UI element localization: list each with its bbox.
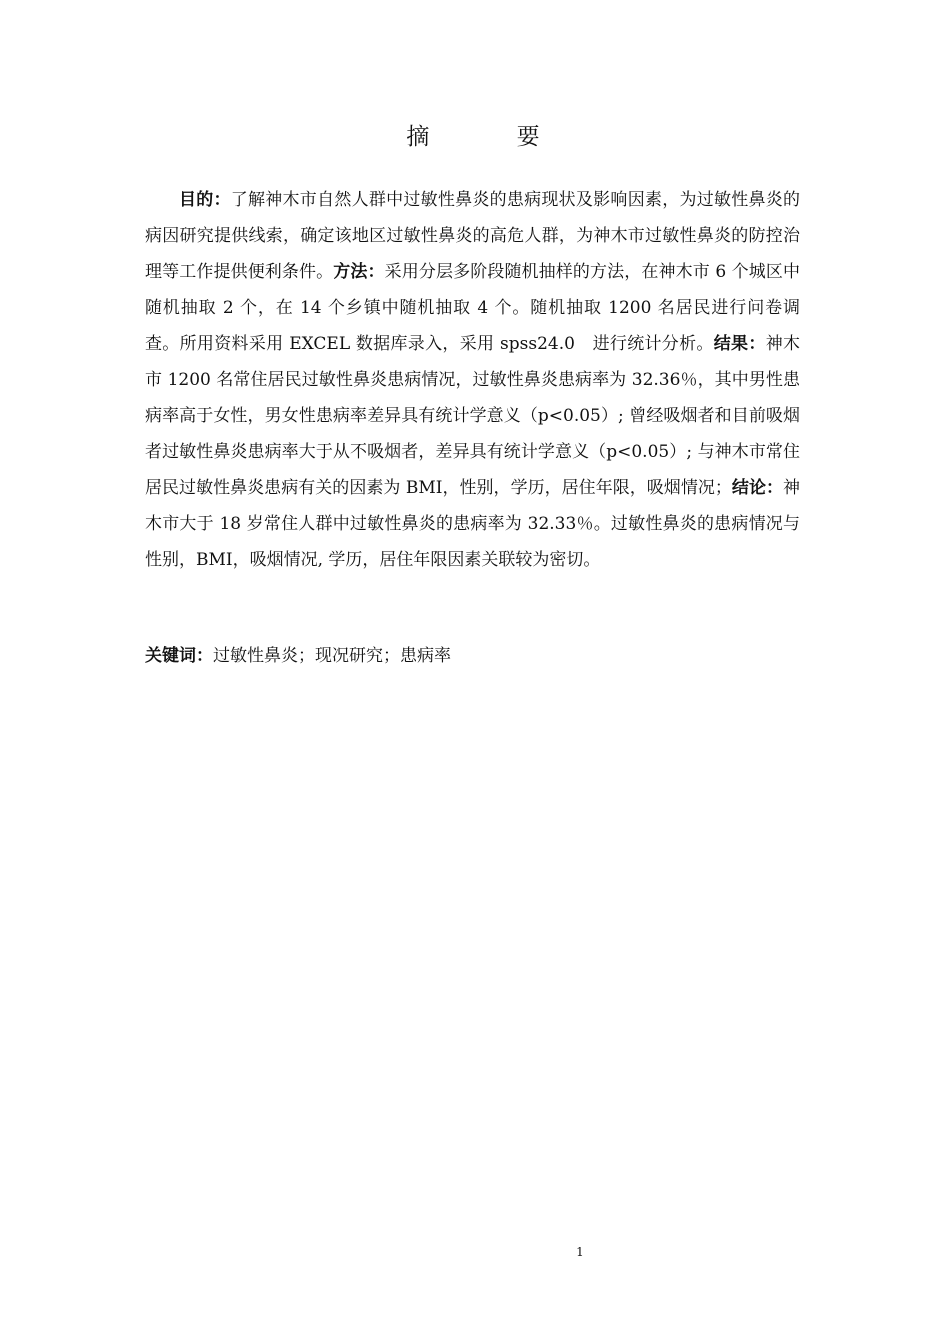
result-label: 结果： [713,334,766,354]
method-label: 方法： [333,262,385,282]
conclusion-text: 神木市大于 18 岁常住人群中过敏性鼻炎的患病率为 32.33％。过敏性鼻炎的患病情况与性别，BMI，吸烟情况, 学历，居住年限因素关联较为密切。 [145,478,800,570]
conclusion-label: 结论： [731,478,783,498]
abstract-body [145,182,800,578]
page-title: 摘 要 [406,124,580,150]
purpose-text: 了解神木市自然人群中过敏性鼻炎的患病现状及影响因素，为过敏性鼻炎的病因研究提供线索，确定该地区过敏性鼻炎的高危人群，为神木市过敏性鼻炎的防控治理等工作提供便利条件。 [145,190,801,282]
keywords-label: 关键词： [145,646,213,666]
purpose-label: 目的： [179,190,231,210]
keywords-text: 过敏性鼻炎；现况研究；患病率 [213,646,451,666]
page-number: 1 [576,1245,584,1259]
abstract-paragraph [145,182,800,578]
method-text: 采用分层多阶段随机抽样的方法，在神木市 6 个城区中随机抽取 2 个，在 14 个乡镇中随机抽取 4 个。随机抽取 1200 名居民进行问卷调查。所用资料采用 EXCEL 数据库录入，采用 spss24.0 进行统计分析。 [145,262,801,354]
result-text: 神木市 1200 名常住居民过敏性鼻炎患病情况，过敏性鼻炎患病率为 32.36％，其中男性患病率高于女性，男女性患病率差异具有统计学意义（p<0.05）; 曾经吸烟者和目前吸烟者过敏性鼻炎患病率大于从不吸烟者，差异具有统计学意义（p<0.05）; 与神木市常住居民过敏性鼻炎患病有关的因素为 BMI，性别，学历，居住年限，吸烟情况； [145,334,800,498]
keywords-line [145,638,451,674]
